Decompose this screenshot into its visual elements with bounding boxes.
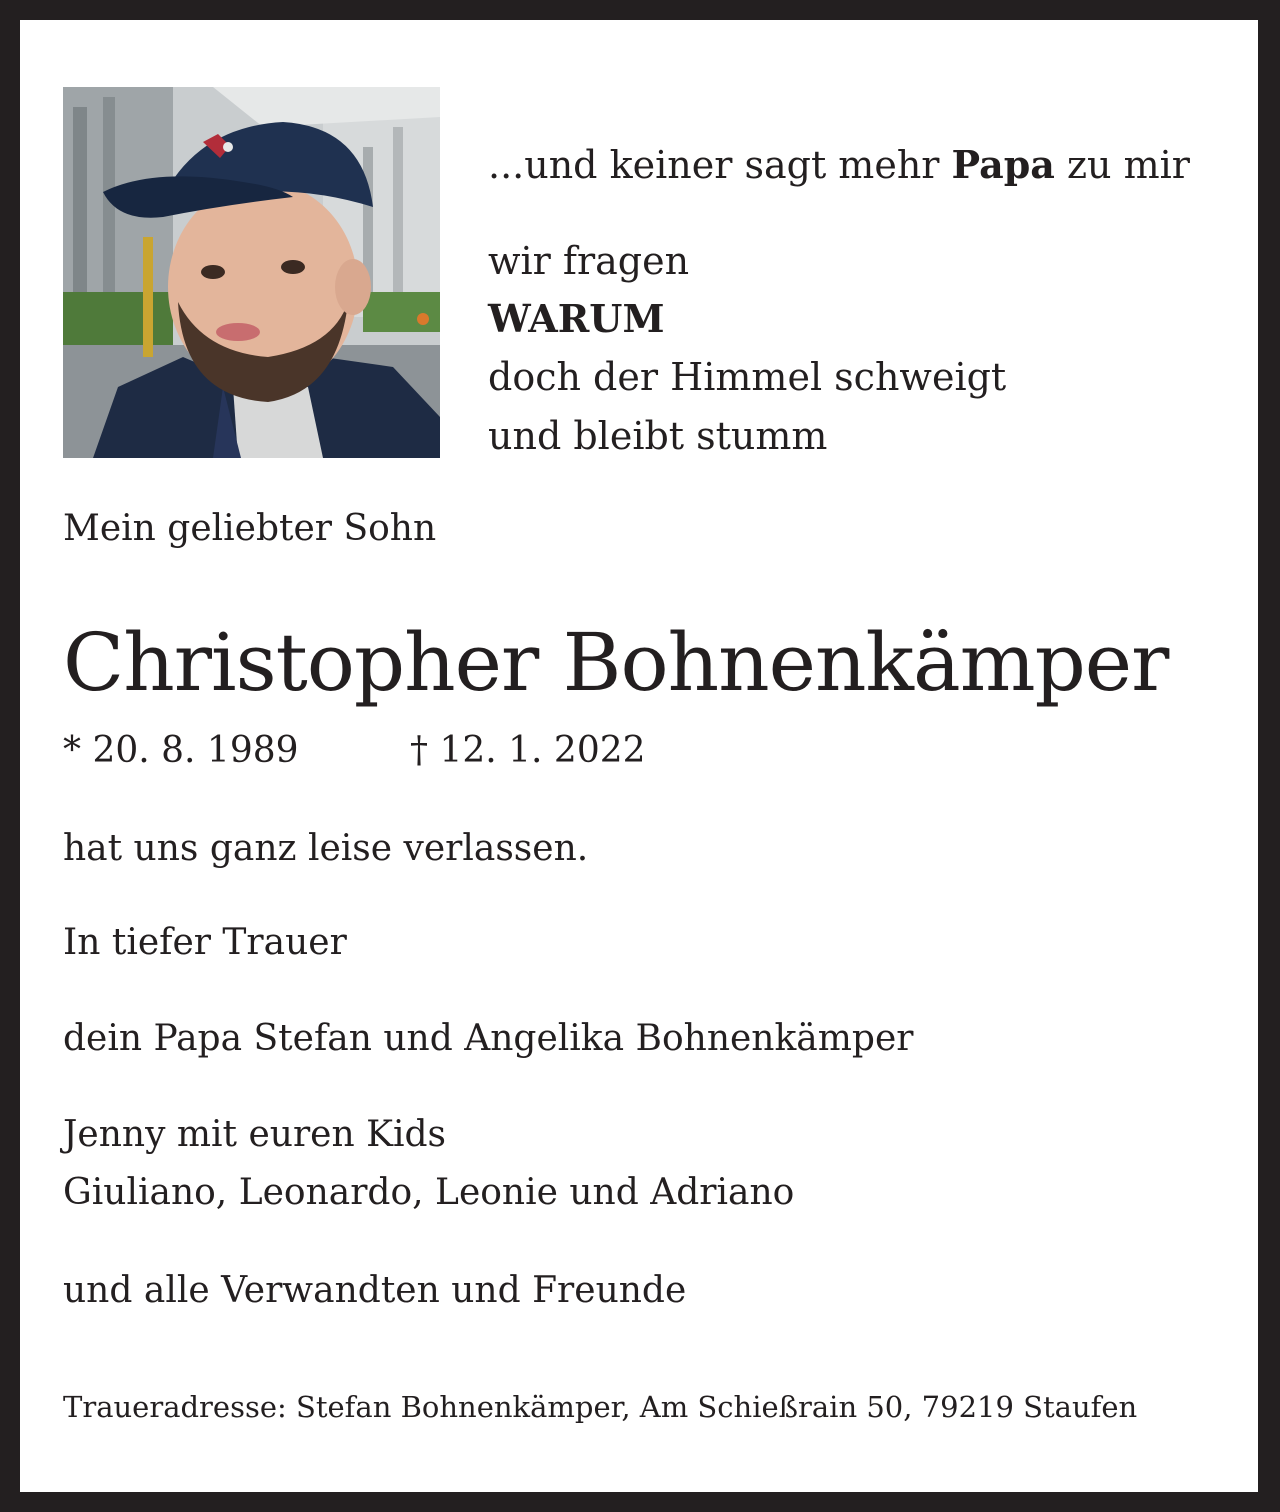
poem-line-4: doch der Himmel schweigt [488, 355, 1007, 399]
mourning-address: Traueradresse: Stefan Bohnenkämper, Am Schießrain 50, 79219 Staufen [63, 1390, 1138, 1424]
birth-date: * 20. 8. 1989 [63, 730, 299, 771]
poem-line-1-end: zu mir [1054, 143, 1190, 187]
children-text: Giuliano, Leonardo, Leonie und Adriano [63, 1172, 795, 1213]
partner-text: Jenny mit euren Kids [63, 1114, 447, 1155]
statement-text: hat uns ganz leise verlassen. [63, 828, 589, 869]
poem-line-1 [488, 136, 1190, 194]
poem-line-1-start: ...und keiner sagt mehr [488, 143, 952, 187]
poem-line-5: und bleibt stumm [488, 414, 828, 458]
deceased-name: Christopher Bohnenkämper [63, 616, 1169, 709]
death-date: † 12. 1. 2022 [410, 730, 646, 771]
relatives-text: und alle Verwandten und Freunde [63, 1270, 687, 1311]
mourning-text: In tiefer Trauer [63, 922, 347, 963]
intro-text: Mein geliebter Sohn [63, 508, 437, 549]
poem-line-2: wir fragen [488, 239, 690, 283]
parents-text: dein Papa Stefan und Angelika Bohnenkämper [63, 1018, 914, 1059]
poem-emphasis-papa: Papa [951, 142, 1055, 187]
poem-line-3: WARUM [488, 296, 665, 341]
portrait-photo [63, 87, 440, 458]
